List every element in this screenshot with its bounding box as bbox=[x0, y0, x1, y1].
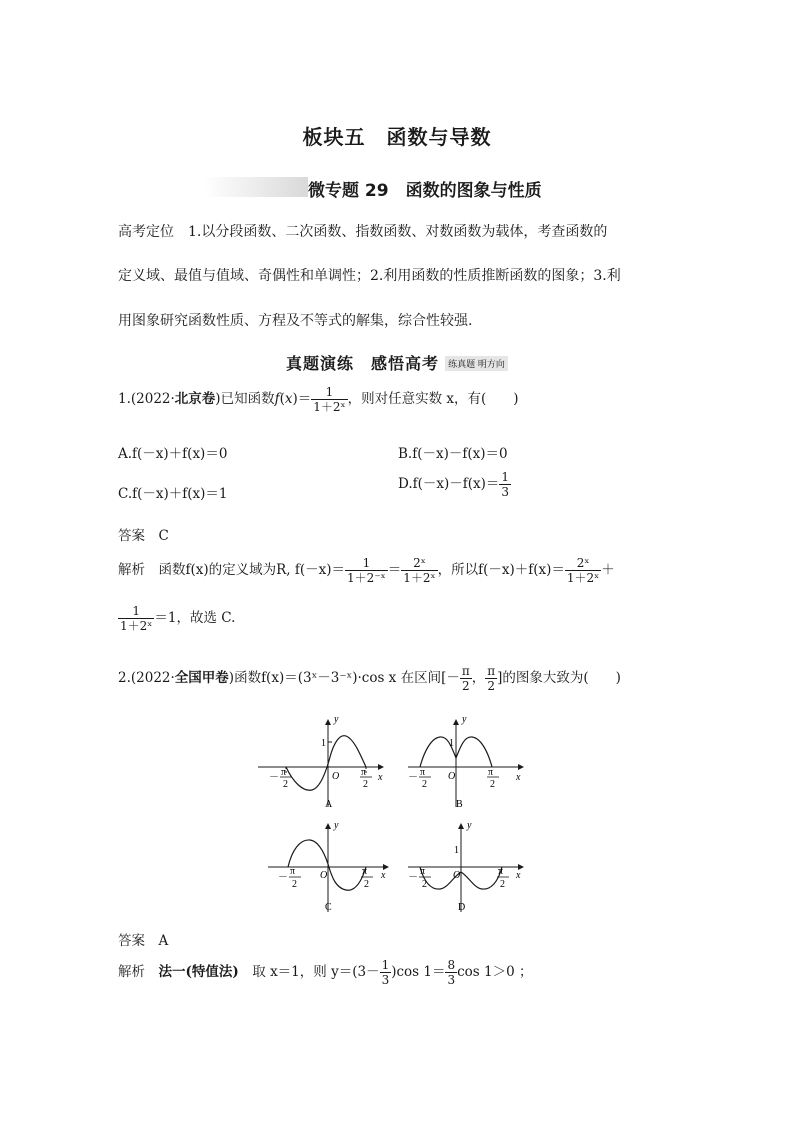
label-x: x bbox=[516, 870, 521, 881]
label-two: 2 bbox=[490, 779, 495, 790]
q1-answer bbox=[118, 524, 169, 544]
label-two: 2 bbox=[283, 779, 288, 790]
frac-num: 2ˣ bbox=[576, 556, 590, 570]
q2-source: 全国甲卷 bbox=[174, 670, 229, 686]
q2-analysis bbox=[118, 958, 533, 987]
frac-num: 1 bbox=[325, 385, 334, 399]
frac-den: 1＋2⁻ˣ bbox=[347, 571, 386, 585]
analysis-fraction-2 bbox=[401, 556, 437, 585]
label-origin: O bbox=[448, 771, 456, 782]
section-tag: 练真题 明方向 bbox=[445, 356, 508, 371]
analysis-fraction-3 bbox=[565, 556, 601, 585]
curve-a bbox=[286, 736, 366, 791]
function-graphs bbox=[248, 712, 548, 924]
frac-num: π bbox=[461, 664, 470, 678]
option-d[interactable] bbox=[398, 470, 511, 499]
analysis-label: 解析 bbox=[118, 562, 145, 578]
frac-num: 2ˣ bbox=[413, 556, 426, 570]
page-title: 板块五 函数与导数 bbox=[302, 125, 492, 149]
q1-suffix: ，则对任意实数 x，有( ) bbox=[347, 391, 519, 407]
option-a[interactable]: A.f(－x)＋f(x)＝0 bbox=[118, 446, 228, 462]
analysis-text: 函数f(x)的定义域为R, f(－x)＝ bbox=[158, 562, 346, 578]
label-two: 2 bbox=[422, 879, 427, 890]
analysis-end: ＝1，故选 C. bbox=[154, 610, 236, 626]
q1-fraction bbox=[311, 385, 347, 414]
label-y: y bbox=[462, 714, 467, 725]
label-pi: π bbox=[362, 866, 368, 877]
label-origin: O bbox=[453, 870, 461, 881]
label-two: 2 bbox=[292, 879, 297, 890]
frac-num: 1 bbox=[132, 604, 140, 618]
answer-label: 答案 bbox=[118, 933, 145, 949]
q2-mid: )函数f(x)＝(3ˣ－3⁻ˣ)·cos x 在区间[－ bbox=[228, 670, 460, 686]
position-line-1: 高考定位 1.以分段函数、二次函数、指数函数、对数函数为载体，考查函数的 bbox=[118, 224, 608, 240]
analysis-text-2: )cos 1＝ bbox=[391, 964, 446, 980]
section-header bbox=[0, 351, 794, 374]
label-pi: π bbox=[420, 767, 426, 778]
frac-den: 2 bbox=[460, 678, 472, 693]
label-one: 1 bbox=[449, 738, 454, 749]
graph-c-label: C bbox=[325, 902, 332, 913]
answer-label: 答案 bbox=[118, 528, 145, 544]
label-pi: π bbox=[290, 866, 296, 877]
analysis-fraction-4 bbox=[118, 604, 154, 633]
analysis-label: 解析 bbox=[118, 964, 145, 980]
label-origin: O bbox=[320, 870, 328, 881]
graph-a-label: A bbox=[325, 799, 333, 810]
label-one: 1 bbox=[454, 845, 459, 856]
q2-answer bbox=[118, 929, 168, 949]
q1-mid: )已知函数 bbox=[215, 391, 275, 407]
frac-num: 8 bbox=[447, 958, 456, 972]
label-y: y bbox=[467, 820, 472, 831]
label-minus: － bbox=[408, 872, 418, 883]
analysis-method: 法一(特值法) bbox=[158, 964, 239, 980]
label-pi: π bbox=[488, 767, 494, 778]
label-one: 1 bbox=[321, 738, 326, 749]
label-two: 2 bbox=[364, 879, 369, 890]
answer-value: C bbox=[158, 528, 169, 544]
label-x: x bbox=[381, 870, 386, 881]
question-1-stem: 1.(2022·北京卷)已知函数f(x)＝ $\frac{1}{\text{1＋2ˣ}}$ ，则对任意实数 x，有( ) bbox=[118, 385, 519, 414]
frac-num: 1 bbox=[501, 470, 510, 484]
label-two: 2 bbox=[363, 779, 368, 790]
frac-den: 1＋2ˣ bbox=[403, 571, 436, 585]
question-2-stem bbox=[118, 664, 621, 693]
frac-num: 1 bbox=[362, 556, 371, 570]
q2-fraction-2 bbox=[485, 664, 497, 693]
position-line-3: 用图象研究函数性质、方程及不等式的解集，综合性较强. bbox=[118, 313, 473, 329]
label-pi: π bbox=[281, 767, 287, 778]
page-subtitle: 微专题 29 函数的图象与性质 bbox=[308, 181, 542, 201]
q2-fraction-1 bbox=[460, 664, 472, 693]
frac-den: 2 bbox=[485, 678, 497, 693]
frac-den: 1＋2ˣ bbox=[313, 400, 346, 414]
analysis-eq: ＝ bbox=[387, 562, 402, 578]
analysis-text: 取 x＝1，则 y＝(3－ bbox=[252, 964, 380, 980]
option-c[interactable]: C.f(－x)＋f(x)＝1 bbox=[118, 486, 228, 502]
q1-source: 北京卷 bbox=[174, 391, 216, 407]
frac-num: 1 bbox=[381, 958, 390, 972]
label-x: x bbox=[378, 772, 383, 783]
option-d-text: D.f(－x)－f(x)＝ bbox=[398, 476, 500, 492]
label-two: 2 bbox=[422, 779, 427, 790]
position-line-2: 定义域、最值与值域、奇偶性和单调性；2.利用函数的性质推断函数的图象；3.利 bbox=[118, 268, 621, 284]
graph-a[interactable] bbox=[258, 714, 383, 810]
q1-analysis-line-2 bbox=[118, 604, 235, 633]
label-pi: π bbox=[498, 866, 504, 877]
answer-value: A bbox=[158, 933, 169, 949]
q1-prefix: 1.(2022· bbox=[118, 391, 175, 407]
label-minus: － bbox=[408, 772, 418, 783]
option-b[interactable]: B.f(－x)－f(x)＝0 bbox=[398, 446, 508, 462]
graph-d[interactable] bbox=[408, 820, 523, 913]
curve-c bbox=[288, 840, 366, 890]
graph-d-label: D bbox=[458, 902, 466, 913]
option-d-fraction bbox=[499, 470, 511, 499]
q2-comma: ， bbox=[471, 670, 486, 686]
frac-den: 3 bbox=[381, 973, 390, 987]
analysis-text-2: ，所以f(－x)＋f(x)＝ bbox=[437, 562, 565, 578]
q1-analysis-line-1 bbox=[118, 556, 615, 585]
frac-den: 3 bbox=[447, 973, 456, 987]
subtitle-decoration bbox=[204, 177, 308, 197]
label-minus: － bbox=[269, 772, 279, 783]
analysis-plus: ＋ bbox=[601, 562, 615, 578]
section-title: 真题演练 感悟高考 bbox=[286, 354, 440, 373]
label-minus: － bbox=[278, 872, 288, 883]
frac-den: 3 bbox=[501, 485, 510, 499]
frac-den: 1＋2ˣ bbox=[566, 571, 600, 585]
q2-suffix: ]的图象大致为( ) bbox=[497, 670, 621, 686]
label-pi: π bbox=[420, 866, 426, 877]
analysis-text-3: cos 1＞0 ； bbox=[457, 964, 533, 980]
analysis-fraction-2 bbox=[445, 958, 457, 987]
graph-c[interactable] bbox=[268, 820, 388, 913]
label-origin: O bbox=[332, 771, 340, 782]
analysis-fraction-1 bbox=[345, 556, 388, 585]
label-x: x bbox=[516, 772, 521, 783]
label-y: y bbox=[334, 714, 339, 725]
label-y: y bbox=[334, 820, 339, 831]
analysis-fraction-1 bbox=[380, 958, 392, 987]
frac-num: π bbox=[487, 664, 496, 678]
q2-prefix: 2.(2022· bbox=[118, 670, 175, 686]
label-two: 2 bbox=[500, 879, 505, 890]
graph-b[interactable] bbox=[408, 714, 523, 810]
label-pi: π bbox=[361, 767, 367, 778]
frac-den: 1＋2ˣ bbox=[120, 619, 153, 633]
graph-b-label: B bbox=[456, 799, 463, 810]
